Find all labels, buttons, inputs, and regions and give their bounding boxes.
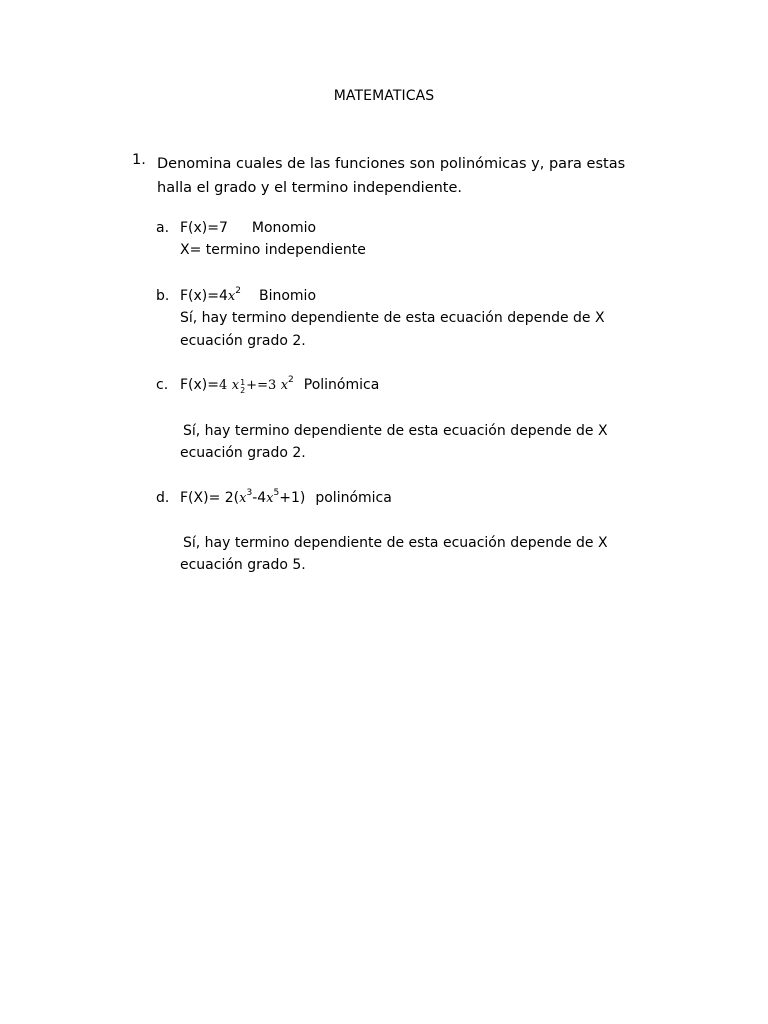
- question-number: 1.: [132, 152, 146, 168]
- item-c-fraction-exponent: [240, 379, 245, 395]
- item-b-note: Sí, hay termino dependiente de esta ecuación depende de X: [180, 310, 605, 326]
- item-d-function-prefix: F(X)= 2(: [180, 490, 240, 506]
- question-text-line-2: halla el grado y el termino independiente.: [157, 180, 463, 196]
- item-d-note: Sí, hay termino dependiente de esta ecuación depende de X: [183, 535, 608, 551]
- page-title: MATEMATICAS: [333, 88, 435, 104]
- item-d-exponent-2: 5: [273, 488, 280, 498]
- item-d-variable-1: x: [239, 491, 247, 506]
- item-b-type: Binomio: [258, 288, 317, 304]
- question-text: [157, 152, 657, 200]
- item-b-letter: b.: [156, 288, 170, 304]
- item-c-fraction-denominator: 2: [240, 386, 246, 395]
- item-a-function: F(x)=7: [180, 220, 228, 236]
- item-d-letter: d.: [156, 490, 170, 506]
- item-d-exponent-1: 3: [246, 488, 253, 498]
- item-c-exponent-2: 2: [288, 375, 294, 385]
- item-c-degree: ecuación grado 2.: [180, 445, 306, 461]
- item-d-type: polinómica: [315, 490, 392, 506]
- item-c-variable-2: x: [280, 378, 289, 393]
- item-c-fraction-numerator: 1: [240, 378, 246, 387]
- item-b-degree: ecuación grado 2.: [180, 333, 306, 349]
- item-c-note: Sí, hay termino dependiente de esta ecuación depende de X: [183, 423, 608, 439]
- item-c-function-prefix: F(x)=: [180, 377, 219, 393]
- item-a-expression: [180, 220, 316, 236]
- item-b-expression: [180, 288, 316, 304]
- question-text-line-1: Denomina cuales de las funciones son polinómicas y, para estas: [157, 156, 626, 172]
- item-d-suffix: +1): [279, 490, 306, 506]
- item-d-expression: [180, 490, 392, 506]
- item-b-exponent: 2: [235, 286, 241, 296]
- item-a-type: Monomio: [251, 220, 317, 236]
- item-a-letter: a.: [156, 220, 170, 236]
- item-d-variable-2: x: [266, 491, 274, 506]
- item-c-middle: +=3: [246, 378, 277, 393]
- item-b-function-prefix: F(x)=4: [180, 288, 228, 304]
- item-d-middle: -4: [252, 490, 267, 506]
- item-c-variable-1: x: [231, 378, 240, 393]
- item-c-coefficient: 4: [219, 378, 228, 393]
- item-c-expression: [180, 377, 379, 395]
- item-d-degree: ecuación grado 5.: [180, 557, 306, 573]
- item-c-letter: c.: [156, 377, 169, 393]
- item-c-type: Polinómica: [303, 377, 380, 393]
- item-b-variable: x: [227, 289, 236, 304]
- item-a-note: X= termino independiente: [180, 242, 366, 258]
